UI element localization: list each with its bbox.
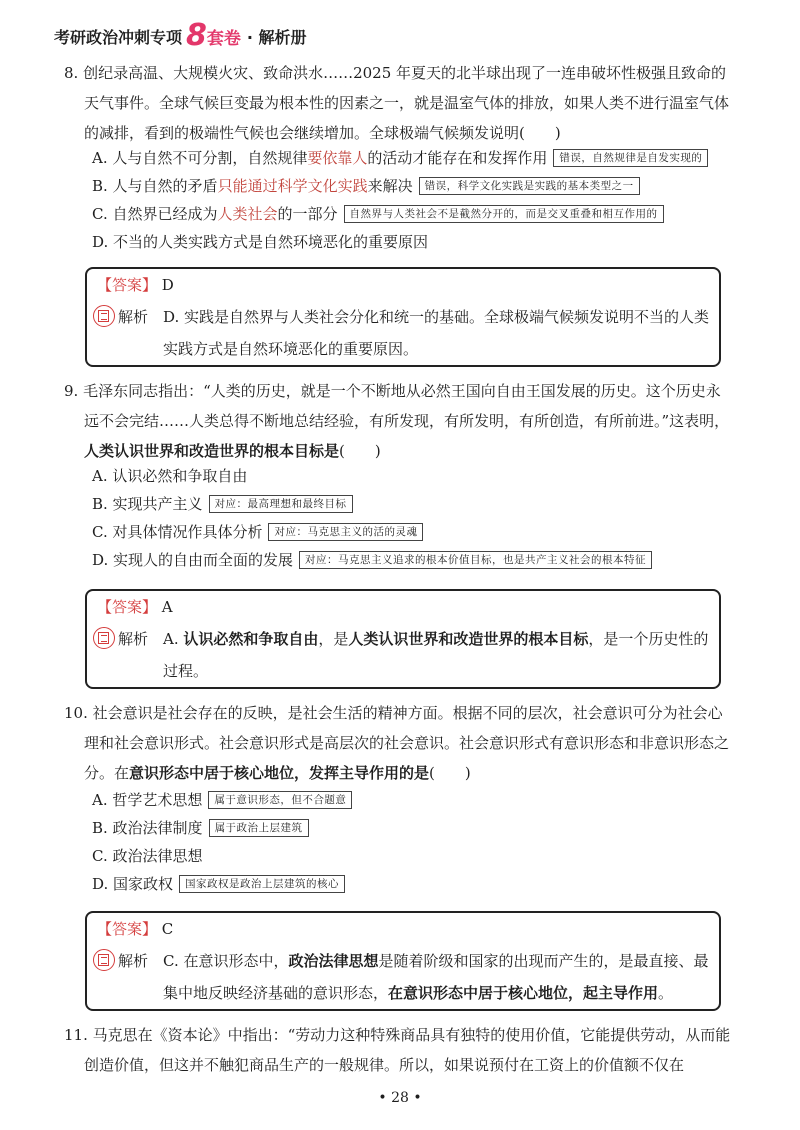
q8-option-d: D. 不当的人类实践方式是自然环境恶化的重要原因: [92, 233, 429, 251]
q10-option-b: B. 政治法律制度 属于政治上层建筑: [92, 814, 309, 842]
q9-option-a: A. 认识必然和争取自由: [92, 467, 248, 485]
q10-note-d: 国家政权是政治上层建筑的核心: [179, 875, 345, 893]
q8-explain-badge: 解析: [93, 305, 148, 327]
q9-note-d: 对应：马克思主义追求的根本价值目标，也是共产主义社会的根本特征: [299, 551, 652, 569]
notepad-icon: [93, 627, 115, 649]
q9-option-c: C. 对具体情况作具体分析 对应：马克思主义的活的灵魂: [92, 518, 423, 546]
q8-note-c: 自然界与人类社会不是截然分开的，而是交叉重叠和相互作用的: [344, 205, 664, 223]
q8-option-b: B. 人与自然的矛盾只能通过科学文化实践来解决 错误，科学文化实践是实践的基本类型之一: [92, 172, 640, 200]
header-suffix: · 解析册: [246, 27, 307, 47]
q10-explain-badge: 解析: [93, 949, 148, 971]
page-number: • 28 •: [378, 1090, 422, 1106]
header-prefix: 考研政治冲刺专项: [54, 27, 183, 47]
q10-note-b: 属于政治上层建筑: [209, 819, 309, 837]
q8-note-b: 错误，科学文化实践是实践的基本类型之一: [419, 177, 640, 195]
notepad-icon: [93, 305, 115, 327]
q10-note-a: 属于意识形态，但不合题意: [208, 791, 352, 809]
q10-stem: 10. 社会意识是社会存在的反映，是社会生活的精神方面。根据不同的层次，社会意识可分为社会心理和社会意识形式。社会意识形式是高层次的社会意识。社会意识形式有意识形态和非意识形态之分。在意识形态中居于核心地位，发挥主导作用的是( ): [64, 704, 730, 782]
page-header: [54, 20, 307, 52]
header-number: 8: [186, 18, 207, 53]
q9-answer: 【答案】 A: [97, 598, 173, 616]
q9-stem: 9. 毛泽东同志指出：“人类的历史，就是一个不断地从必然王国向自由王国发展的历史。这个历史永远不会完结……人类总得不断地总结经验，有所发现，有所发明，有所创造，有所前进。”这表明，人类认识世界和改造世界的根本目标是( ): [64, 382, 730, 460]
q10-option-a: A. 哲学艺术思想 属于意识形态，但不合题意: [92, 786, 352, 814]
header-accent: 套卷: [206, 28, 241, 49]
q8-note-a: 错误，自然规律是自发实现的: [553, 149, 708, 167]
q9-explain-badge: 解析: [93, 627, 148, 649]
q9-option-b: B. 实现共产主义 对应：最高理想和最终目标: [92, 490, 353, 518]
q9-answer-box: [85, 589, 721, 689]
q9-note-b: 对应：最高理想和最终目标: [209, 495, 353, 513]
q8-stem: 8. 创纪录高温、大规模火灾、致命洪水……2025 年夏天的北半球出现了一连串破坏性极强且致命的天气事件。全球气候巨变最为根本性的因素之一，就是温室气体的排放，如果人类不进行温室气体的减排，看到的极端性气候也会继续增加。全球极端气候频发说明( ): [64, 64, 730, 142]
q11-stem: 11. 马克思在《资本论》中指出：“劳动力这种特殊商品具有独特的使用价值，它能提供劳动，从而能创造价值，但这并不触犯商品生产的一般规律。所以，如果说预付在工资上的价值额不仅在: [64, 1026, 731, 1074]
q10-answer-box: [85, 911, 721, 1011]
q9-note-c: 对应：马克思主义的活的灵魂: [268, 523, 423, 541]
q8-explanation: D. 实践是自然界与人类社会分化和统一的基础。全球极端气候频发说明不当的人类实践方式是自然环境恶化的重要原因。: [163, 308, 710, 358]
q8-option-c: C. 自然界已经成为人类社会的一部分 自然界与人类社会不是截然分开的，而是交叉重叠和相互作用的: [92, 200, 664, 228]
q8-answer-box: [85, 267, 721, 367]
q10-explanation: C. 在意识形态中，政治法律思想是随着阶级和国家的出现而产生的，是最直接、最集中地反映经济基础的意识形态，在意识形态中居于核心地位，起主导作用。: [163, 952, 709, 1002]
q9-option-d: D. 实现人的自由而全面的发展 对应：马克思主义追求的根本价值目标，也是共产主义社会的根本特征: [92, 546, 652, 574]
q10-answer: 【答案】 C: [97, 920, 174, 938]
notepad-icon: [93, 949, 115, 971]
q8-option-a: A. 人与自然不可分割，自然规律要依靠人的活动才能存在和发挥作用 错误，自然规律是自发实现的: [92, 144, 708, 172]
q10-option-c: C. 政治法律思想: [92, 847, 203, 865]
q10-option-d: D. 国家政权 国家政权是政治上层建筑的核心: [92, 870, 345, 898]
q8-answer: 【答案】 D: [97, 276, 174, 294]
q9-explanation: A. 认识必然和争取自由，是人类认识世界和改造世界的根本目标，是一个历史性的过程。: [163, 630, 709, 680]
